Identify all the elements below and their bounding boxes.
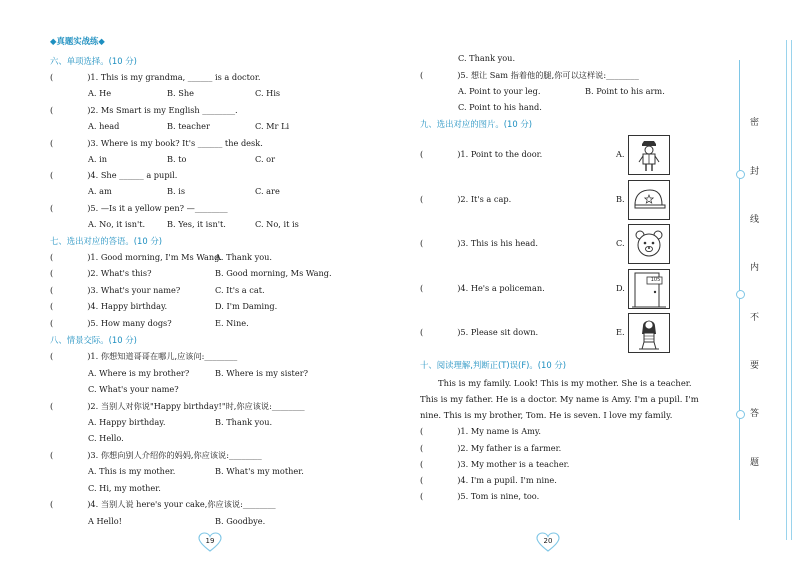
seal-char: 题	[750, 458, 760, 468]
picture-label: C.	[616, 238, 625, 248]
option[interactable]: A Hello!	[88, 516, 122, 526]
seal-char: 答	[750, 409, 760, 419]
seal-char: 密	[750, 118, 760, 128]
section-10-title: 十、阅读理解,判断正(T)误(F)。(10 分)	[420, 360, 567, 370]
option[interactable]: B. to	[167, 154, 187, 164]
match-row: ( )1. Good morning, I'm Ms Wang.	[50, 252, 223, 262]
practice-banner: ◆真题实战练◆	[50, 36, 105, 46]
option[interactable]: C. Mr Li	[255, 121, 290, 131]
option[interactable]: A. head	[88, 121, 120, 131]
option[interactable]: B. Goodbye.	[215, 516, 266, 526]
door-number: 105	[650, 277, 661, 283]
picture-label: E.	[616, 327, 625, 337]
bear-head-icon	[629, 225, 669, 263]
option[interactable]: A. Point to your leg.	[458, 86, 541, 96]
question-row: ( )1. This is my grandma, ______ is a doctor.	[50, 72, 261, 82]
section-9-title: 九、选出对应的图片。(10 分)	[420, 119, 532, 129]
option[interactable]: B. teacher	[167, 121, 210, 131]
option[interactable]: B. Point to his arm.	[585, 86, 665, 96]
picture-label: B.	[616, 194, 625, 204]
option[interactable]: C. What's your name?	[88, 384, 179, 394]
option[interactable]: B. She	[167, 88, 194, 98]
bear-head-picture[interactable]	[628, 224, 670, 264]
match-row: ( )5. How many dogs?	[50, 318, 172, 328]
page-number: 20	[543, 537, 553, 545]
option[interactable]: C. His	[255, 88, 281, 98]
seal-char: 要	[750, 361, 760, 371]
question-row: ( )4. She ______ a pupil.	[50, 170, 178, 180]
answer-option: E. Nine.	[215, 318, 249, 328]
option[interactable]: B. What's my mother.	[215, 466, 304, 476]
tf-row: ( )3. My mother is a teacher.	[420, 459, 570, 469]
option[interactable]: B. Thank you.	[215, 417, 273, 427]
tf-row: ( )2. My father is a farmer.	[420, 443, 562, 453]
option[interactable]: C. No, it is	[255, 219, 299, 229]
question-row: ( )4. 当别人说 here's your cake,你应该说:________	[50, 499, 276, 509]
seal-dot-icon	[736, 290, 745, 299]
question-row: ( )5. 想让 Sam 指着他的腿,你可以这样说:________	[420, 70, 639, 80]
option[interactable]: A. No, it isn't.	[88, 219, 146, 229]
option[interactable]: A. am	[88, 186, 112, 196]
cap-icon	[629, 181, 669, 219]
option[interactable]: C. Thank you.	[458, 53, 516, 63]
policeman-picture[interactable]	[628, 135, 670, 175]
door-icon	[629, 270, 669, 308]
picture-label: A.	[616, 149, 625, 159]
door-picture[interactable]	[628, 269, 670, 309]
option[interactable]: A. Where is my brother?	[88, 368, 190, 378]
answer-option: A. Thank you.	[215, 252, 273, 262]
policeman-icon	[629, 136, 669, 174]
question-row: ( )2. Ms Smart is my English ________.	[50, 105, 238, 115]
reading-passage-line: This is my family. Look! This is my mother. She is a teacher.	[438, 378, 692, 388]
question-row: ( )1. 你想知道哥哥在哪儿,应该问:________	[50, 351, 238, 361]
picture-question-row: ( )5. Please sit down.	[420, 327, 539, 337]
option[interactable]: C. or	[255, 154, 276, 164]
option[interactable]: A. Happy birthday.	[88, 417, 166, 427]
right-page	[400, 0, 730, 580]
option[interactable]: C. Point to his hand.	[458, 102, 542, 112]
option[interactable]: B. Yes, it isn't.	[167, 219, 226, 229]
seal-char: 内	[750, 263, 760, 273]
option[interactable]: C. are	[255, 186, 280, 196]
answer-option: B. Good morning, Ms Wang.	[215, 268, 332, 278]
page-number: 19	[205, 537, 215, 545]
cap-picture[interactable]	[628, 180, 670, 220]
option[interactable]: B. Where is my sister?	[215, 368, 308, 378]
question-row: ( )2. 当别人对你说"Happy birthday!"时,你应该说:________	[50, 401, 305, 411]
section-8-title: 八、情景交际。(10 分)	[50, 335, 137, 345]
margin-line	[791, 40, 792, 540]
seal-char: 封	[750, 167, 760, 177]
reading-passage-line: This is my father. He is a doctor. My name is Amy. I'm a pupil. I'm	[420, 394, 699, 404]
seal-dot-icon	[736, 170, 745, 179]
match-row: ( )2. What's this?	[50, 268, 152, 278]
page-number-heart-icon	[536, 532, 560, 552]
option[interactable]: A. He	[88, 88, 112, 98]
picture-question-row: ( )3. This is his head.	[420, 238, 538, 248]
option[interactable]: A. in	[88, 154, 108, 164]
margin-line	[786, 40, 787, 540]
answer-option: C. It's a cat.	[215, 285, 265, 295]
picture-question-row: ( )1. Point to the door.	[420, 149, 543, 159]
page-number-heart-icon	[198, 532, 222, 552]
tf-row: ( )4. I'm a pupil. I'm nine.	[420, 475, 557, 485]
question-row: ( )3. Where is my book? It's ______ the desk.	[50, 138, 263, 148]
picture-question-row: ( )4. He's a policeman.	[420, 283, 545, 293]
seal-char: 不	[750, 313, 760, 323]
section-6-title: 六、单项选择。(10 分)	[50, 56, 137, 66]
option[interactable]: A. This is my mother.	[88, 466, 176, 476]
question-row: ( )5. —Is it a yellow pen? —________	[50, 203, 228, 213]
option[interactable]: C. Hi, my mother.	[88, 483, 161, 493]
girl-sitting-icon	[629, 314, 669, 352]
section-7-title: 七、选出对应的答语。(10 分)	[50, 236, 162, 246]
tf-row: ( )1. My name is Amy.	[420, 426, 542, 436]
tf-row: ( )5. Tom is nine, too.	[420, 491, 540, 501]
option[interactable]: C. Hello.	[88, 433, 124, 443]
picture-question-row: ( )2. It's a cap.	[420, 194, 512, 204]
picture-label: D.	[616, 283, 625, 293]
match-row: ( )3. What's your name?	[50, 285, 181, 295]
seal-char: 线	[750, 215, 760, 225]
answer-option: D. I'm Daming.	[215, 301, 278, 311]
question-row: ( )3. 你想向别人介绍你的妈妈,你应该说:________	[50, 450, 262, 460]
reading-passage-line: nine. This is my brother, Tom. He is seven. I love my family.	[420, 410, 673, 420]
seal-dot-icon	[736, 410, 745, 419]
match-row: ( )4. Happy birthday.	[50, 301, 168, 311]
option[interactable]: B. is	[167, 186, 186, 196]
girl-sitting-picture[interactable]	[628, 313, 670, 353]
